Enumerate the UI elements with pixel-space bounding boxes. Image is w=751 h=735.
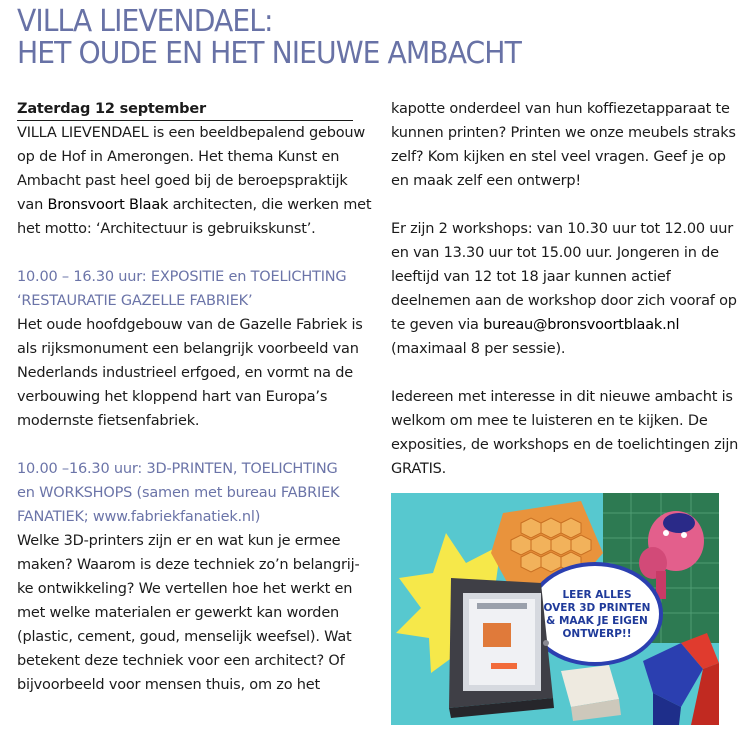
promo-slogan (541, 589, 653, 641)
event-date: Zaterdag 12 september (17, 97, 353, 121)
body-line: Iedereen met interesse in dit nieuwe ambacht is (391, 389, 733, 405)
intro-line: op de Hof in Amerongen. Het thema Kunst en (17, 149, 340, 165)
body-line: en maak zelf een ontwerp! (391, 173, 582, 189)
body-line: ke ontwikkeling? We vertellen hoe het werkt en (17, 581, 353, 597)
body-line: (maximaal 8 per sessie). (391, 341, 566, 357)
title-line-2: HET OUDE EN HET NIEUWE AMBACHT (17, 36, 521, 71)
left-column (17, 97, 372, 697)
intro-line-suffix: architecten, die werken met (168, 197, 372, 213)
body-line: GRATIS. (391, 461, 447, 477)
body-line: Welke 3D-printers zijn er en wat kun je ermee (17, 533, 341, 549)
intro-line (17, 193, 372, 217)
title-line-1: VILLA LIEVENDAEL: (17, 4, 273, 39)
body-line: zelf? Kom kijken en stel veel vragen. Geef je op (391, 149, 726, 165)
intro-line-prefix: van (17, 197, 48, 213)
body-line: betekent deze techniek voor een architect? Of (17, 653, 345, 669)
email-prefix: te geven via (391, 317, 484, 333)
section-heading: FANATIEK; www.fabriekfanatiek.nl) (17, 509, 261, 525)
email-link[interactable]: bureau@bronsvoortblaak.nl (483, 317, 680, 333)
body-line: deelnemen aan de workshop door zich vooraf op (391, 293, 737, 309)
promo-slogan-line: OVER 3D PRINTEN (543, 602, 651, 614)
right-column (391, 97, 739, 481)
body-line (391, 313, 736, 337)
promo-slogan-line: ONTWERP!! (562, 628, 632, 640)
section-heading: en WORKSHOPS (samen met bureau FABRIEK (17, 485, 340, 501)
body-line: als rijksmonument een belangrijk voorbeeld van (17, 341, 359, 357)
promo-slogan-line: LEER ALLES (562, 589, 632, 601)
body-line: (plastic, cement, goud, menselijk weefsel). Wat (17, 629, 352, 645)
body-line: Nederlands industrieel erfgoed, en vormt na de (17, 365, 353, 381)
body-line: Er zijn 2 workshops: van 10.30 uur tot 12.00 uur (391, 221, 734, 237)
body-line: verbouwing het kloppend hart van Europa’s (17, 389, 328, 405)
section-heading: ‘RESTAURATIE GAZELLE FABRIEK’ (17, 293, 253, 309)
body-line: kapotte onderdeel van hun koffiezetapparaat te (391, 101, 730, 117)
body-line: welkom om mee te luisteren en te kijken. De (391, 413, 708, 429)
printer-illustration (449, 578, 554, 718)
body-line: leeftijd van 12 tot 18 jaar kunnen actief (391, 269, 671, 285)
page-title (17, 6, 521, 70)
section-heading: 10.00 – 16.30 uur: EXPOSITIE en TOELICHTING (17, 269, 347, 285)
intro-line: VILLA LIEVENDAEL is een beeldbepalend gebouw (17, 125, 366, 141)
intro-line: het motto: ‘Architectuur is gebruikskunst’. (17, 221, 316, 237)
intro-line: Ambacht past heel goed bij de beroepspraktijk (17, 173, 348, 189)
body-line: kunnen printen? Printen we onze meubels straks (391, 125, 736, 141)
section-heading: 10.00 –16.30 uur: 3D-PRINTEN, TOELICHTING (17, 461, 338, 477)
body-line: maken? Waarom is deze techniek zo’n belangrij- (17, 557, 360, 573)
firm-name: Bronsvoort Blaak (47, 197, 169, 213)
body-line: modernste fietsenfabriek. (17, 413, 200, 429)
body-line: met welke materialen er gewerkt kan worden (17, 605, 340, 621)
body-line: en van 13.30 uur tot 15.00 uur. Jongeren in de (391, 245, 719, 261)
body-line: Het oude hoofdgebouw van de Gazelle Fabriek is (17, 317, 363, 333)
body-line: exposities, de workshops en de toelichtingen zijn (391, 437, 739, 453)
promo-slogan-line: & MAAK JE EIGEN (546, 615, 648, 627)
body-line: bijvoorbeeld voor mensen thuis, om zo het (17, 677, 320, 693)
